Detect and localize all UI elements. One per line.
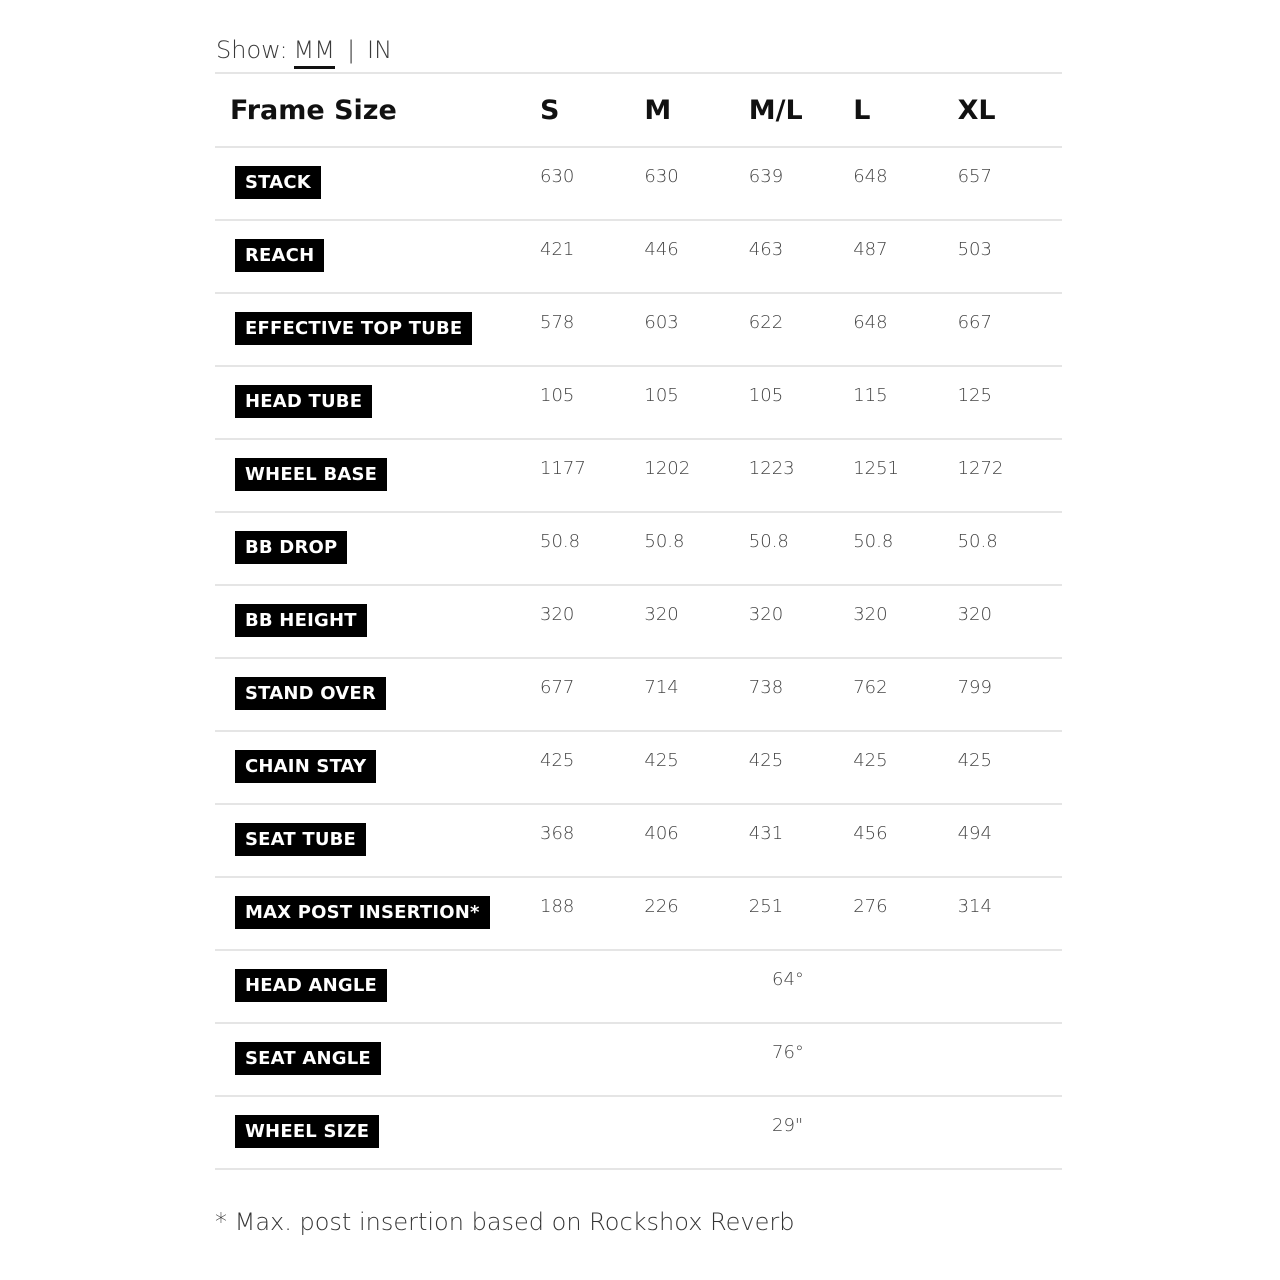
value: 425: [957, 750, 992, 771]
value: 639: [748, 166, 784, 187]
row-label: WHEEL BASE: [235, 458, 387, 491]
table-row: [215, 512, 1062, 585]
row-label-cell: [215, 439, 540, 512]
row-label: REACH: [235, 239, 324, 272]
value: 622: [748, 312, 784, 333]
value-cell: [749, 877, 853, 950]
value: 738: [748, 677, 784, 698]
row-label: HEAD TUBE: [235, 385, 372, 418]
row-label-cell: [215, 877, 540, 950]
value-cell: [540, 585, 644, 658]
size-heading-ml: M/L: [749, 73, 853, 147]
shared-value-cell: [540, 950, 1062, 1023]
value-cell: [853, 877, 957, 950]
row-label: EFFECTIVE TOP TUBE: [235, 312, 472, 345]
value: 105: [644, 385, 679, 406]
value: 431: [748, 823, 784, 844]
value: 1202: [644, 458, 691, 479]
value: 50.8: [853, 531, 894, 552]
value-cell: [540, 147, 644, 220]
value: 368: [540, 823, 575, 844]
value-cell: [644, 658, 748, 731]
value-cell: [644, 439, 748, 512]
value: 657: [957, 166, 992, 187]
row-label: STACK: [235, 166, 321, 199]
row-label: BB DROP: [235, 531, 347, 564]
value-cell: [853, 293, 957, 366]
value: 320: [540, 604, 575, 625]
table-row: [215, 220, 1062, 293]
value-cell: [958, 366, 1062, 439]
value: 714: [644, 677, 679, 698]
value-cell: [749, 439, 853, 512]
value-cell: [958, 512, 1062, 585]
value-cell: [644, 366, 748, 439]
value-cell: [853, 512, 957, 585]
value-cell: [749, 512, 853, 585]
row-label-cell: [215, 804, 540, 877]
value: 50.8: [540, 531, 581, 552]
value: 762: [853, 677, 888, 698]
value: 456: [853, 823, 888, 844]
value: 115: [853, 385, 888, 406]
shared-value: 64°: [772, 969, 804, 990]
value: 50.8: [957, 531, 998, 552]
shared-value-cell: [540, 1023, 1062, 1096]
value-cell: [749, 731, 853, 804]
value: 799: [957, 677, 992, 698]
table-row: [215, 366, 1062, 439]
frame-size-heading: Frame Size: [215, 73, 540, 147]
table-row: [215, 950, 1062, 1023]
row-label-cell: [215, 731, 540, 804]
row-label-cell: [215, 950, 540, 1023]
shared-value-cell: [540, 1096, 1062, 1169]
table-row: [215, 585, 1062, 658]
row-label: SEAT ANGLE: [235, 1042, 381, 1075]
value-cell: [540, 804, 644, 877]
shared-value: 76°: [772, 1042, 804, 1063]
unit-separator: |: [346, 36, 356, 64]
size-heading-m: M: [644, 73, 748, 147]
value: 50.8: [748, 531, 789, 552]
table-row: [215, 1096, 1062, 1169]
value-cell: [540, 877, 644, 950]
row-label: MAX POST INSERTION*: [235, 896, 490, 929]
value: 463: [748, 239, 784, 260]
value: 421: [540, 239, 575, 260]
row-label-cell: [215, 658, 540, 731]
unit-option-mm[interactable]: MM: [294, 36, 335, 69]
value: 1223: [748, 458, 795, 479]
size-heading-s: S: [540, 73, 644, 147]
table-row: [215, 293, 1062, 366]
size-heading-l: L: [853, 73, 957, 147]
value-cell: [958, 804, 1062, 877]
row-label-cell: [215, 1023, 540, 1096]
table-row: [215, 147, 1062, 220]
row-label-cell: [215, 220, 540, 293]
row-label-cell: [215, 585, 540, 658]
value-cell: [540, 366, 644, 439]
value-cell: [540, 439, 644, 512]
value: 50.8: [644, 531, 685, 552]
value-cell: [958, 439, 1062, 512]
table-row: [215, 439, 1062, 512]
value-cell: [540, 220, 644, 293]
value-cell: [853, 220, 957, 293]
row-label: STAND OVER: [235, 677, 386, 710]
value-cell: [958, 293, 1062, 366]
value-cell: [853, 366, 957, 439]
unit-option-in[interactable]: IN: [367, 36, 393, 64]
row-label-cell: [215, 1096, 540, 1169]
geometry-table: [215, 72, 1062, 1170]
value: 648: [853, 166, 888, 187]
unit-toggle: [216, 36, 392, 69]
row-label-cell: [215, 147, 540, 220]
value: 276: [853, 896, 888, 917]
value: 425: [540, 750, 575, 771]
value: 630: [540, 166, 575, 187]
table-row: [215, 804, 1062, 877]
value-cell: [644, 585, 748, 658]
table-row: [215, 877, 1062, 950]
value: 578: [540, 312, 575, 333]
value-cell: [853, 804, 957, 877]
value-cell: [644, 147, 748, 220]
value-cell: [644, 731, 748, 804]
value: 105: [748, 385, 784, 406]
value-cell: [958, 658, 1062, 731]
table-row: [215, 731, 1062, 804]
value-cell: [749, 366, 853, 439]
value: 503: [957, 239, 992, 260]
shared-value: 29": [772, 1115, 804, 1136]
value-cell: [749, 585, 853, 658]
value: 1177: [540, 458, 586, 479]
value-cell: [958, 877, 1062, 950]
size-heading-xl: XL: [958, 73, 1062, 147]
value-cell: [644, 220, 748, 293]
value-cell: [540, 293, 644, 366]
row-label: WHEEL SIZE: [235, 1115, 379, 1148]
value: 320: [748, 604, 784, 625]
value-cell: [853, 585, 957, 658]
value: 425: [748, 750, 784, 771]
value-cell: [853, 731, 957, 804]
row-label: HEAD ANGLE: [235, 969, 387, 1002]
value: 226: [644, 896, 679, 917]
value: 1251: [853, 458, 899, 479]
value-cell: [540, 731, 644, 804]
value: 603: [644, 312, 679, 333]
value: 648: [853, 312, 888, 333]
row-label: CHAIN STAY: [235, 750, 376, 783]
value: 320: [957, 604, 992, 625]
value-cell: [853, 147, 957, 220]
value: 320: [853, 604, 888, 625]
unit-toggle-label: Show:: [216, 36, 288, 64]
value-cell: [853, 658, 957, 731]
footnote: * Max. post insertion based on Rockshox Reverb: [215, 1208, 795, 1236]
value-cell: [540, 658, 644, 731]
value: 314: [957, 896, 992, 917]
value: 667: [957, 312, 992, 333]
value: 425: [644, 750, 679, 771]
value: 425: [853, 750, 888, 771]
value: 105: [540, 385, 575, 406]
value-cell: [644, 512, 748, 585]
value-cell: [749, 220, 853, 293]
value: 494: [957, 823, 992, 844]
row-label-cell: [215, 512, 540, 585]
value: 320: [644, 604, 679, 625]
value-cell: [958, 147, 1062, 220]
value: 487: [853, 239, 888, 260]
value: 630: [644, 166, 679, 187]
table-row: [215, 1023, 1062, 1096]
value-cell: [749, 658, 853, 731]
value: 446: [644, 239, 679, 260]
value: 188: [540, 896, 575, 917]
value-cell: [958, 731, 1062, 804]
value: 125: [957, 385, 992, 406]
row-label: SEAT TUBE: [235, 823, 366, 856]
value: 251: [748, 896, 784, 917]
row-label-cell: [215, 366, 540, 439]
value-cell: [749, 804, 853, 877]
value-cell: [958, 220, 1062, 293]
value: 406: [644, 823, 679, 844]
header-row: [215, 73, 1062, 147]
value-cell: [749, 293, 853, 366]
value: 1272: [957, 458, 1004, 479]
value-cell: [958, 585, 1062, 658]
row-label: BB HEIGHT: [235, 604, 367, 637]
value-cell: [644, 804, 748, 877]
value-cell: [540, 512, 644, 585]
value-cell: [644, 293, 748, 366]
value-cell: [749, 147, 853, 220]
value: 677: [540, 677, 575, 698]
value-cell: [853, 439, 957, 512]
value-cell: [644, 877, 748, 950]
row-label-cell: [215, 293, 540, 366]
table-row: [215, 658, 1062, 731]
